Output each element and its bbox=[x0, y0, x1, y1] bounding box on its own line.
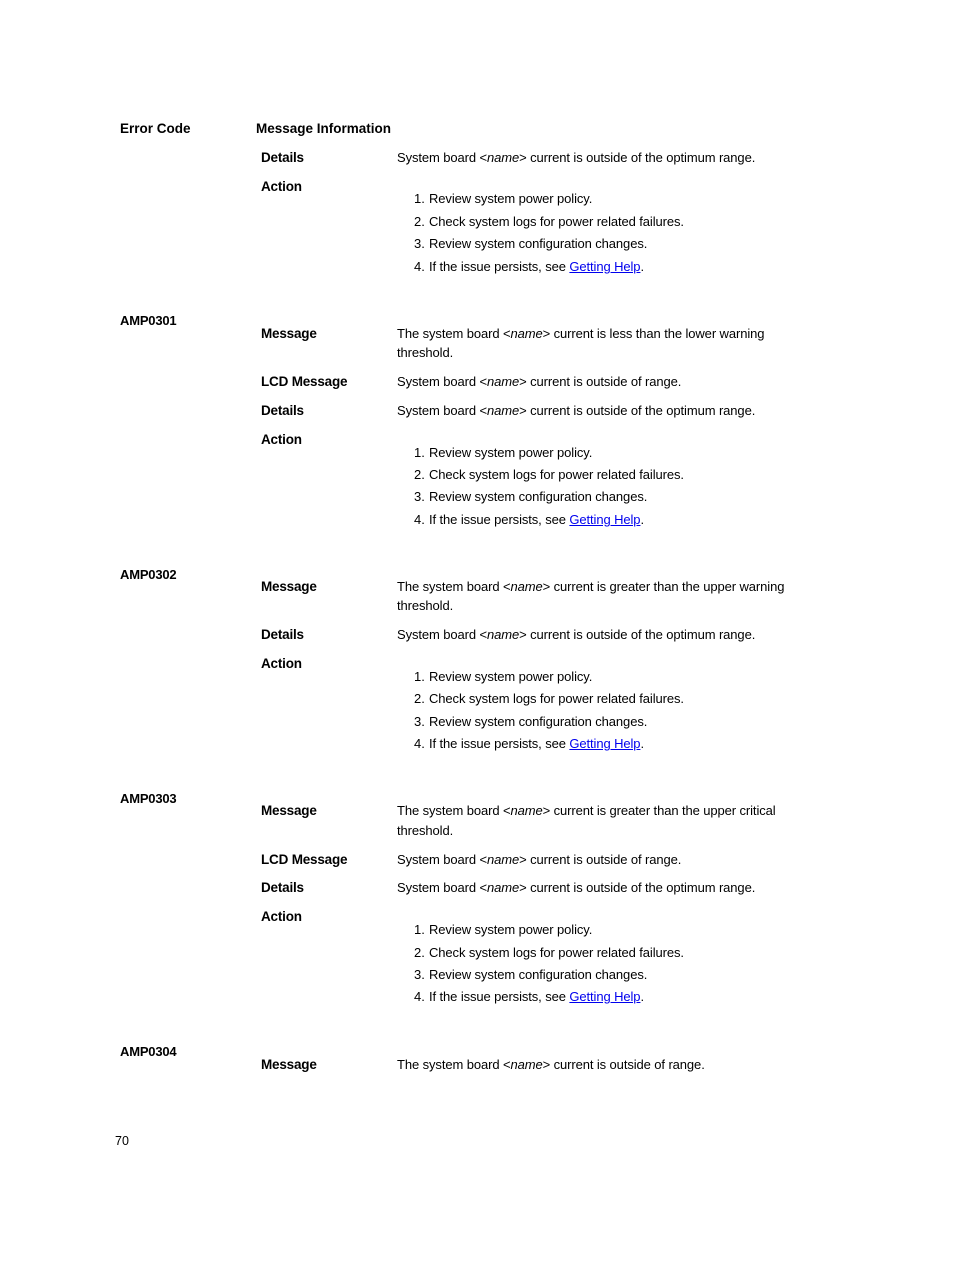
details-text: System board <name> current is outside of the optimum range. bbox=[397, 627, 756, 642]
details-label: Details bbox=[261, 403, 304, 418]
lcd-message-text: System board <name> current is outside of range. bbox=[397, 852, 682, 867]
getting-help-link[interactable]: Getting Help bbox=[569, 512, 641, 527]
step-text: Review system configuration changes. bbox=[429, 489, 648, 504]
details-label: Details bbox=[261, 880, 304, 895]
step-text: Check system logs for power related failures. bbox=[429, 467, 684, 482]
details-text: System board <name> current is outside of the optimum range. bbox=[397, 880, 756, 895]
error-code-amp0303: AMP0303 bbox=[120, 791, 177, 806]
step-number: 2. bbox=[414, 214, 425, 229]
message-text: The system board <name> current is greater than the upper critical bbox=[397, 803, 776, 818]
step-text: Review system power policy. bbox=[429, 922, 593, 937]
action-label: Action bbox=[261, 179, 302, 194]
page-number: 70 bbox=[115, 1134, 129, 1148]
step-text: Check system logs for power related failures. bbox=[429, 945, 684, 960]
step-text: Review system configuration changes. bbox=[429, 714, 648, 729]
error-code-amp0301: AMP0301 bbox=[120, 313, 177, 328]
step-text: If the issue persists, see Getting Help. bbox=[429, 736, 644, 751]
details-label: Details bbox=[261, 627, 304, 642]
step-number: 3. bbox=[414, 967, 425, 982]
details-label: Details bbox=[261, 150, 304, 165]
step-text: If the issue persists, see Getting Help. bbox=[429, 259, 644, 274]
step-text: If the issue persists, see Getting Help. bbox=[429, 989, 644, 1004]
error-code-amp0302: AMP0302 bbox=[120, 567, 177, 582]
step-number: 2. bbox=[414, 691, 425, 706]
message-information-header: Message Information bbox=[256, 121, 392, 136]
error-code-header: Error Code bbox=[120, 121, 191, 136]
details-text: System board <name> current is outside of the optimum range. bbox=[397, 403, 756, 418]
message-text: The system board <name> current is less than the lower warning bbox=[397, 326, 765, 341]
action-label: Action bbox=[261, 909, 302, 924]
step-number: 3. bbox=[414, 236, 425, 251]
step-text: Review system configuration changes. bbox=[429, 236, 648, 251]
step-text: Review system power policy. bbox=[429, 445, 593, 460]
step-number: 3. bbox=[414, 489, 425, 504]
message-label: Message bbox=[261, 803, 317, 818]
lcd-message-label: LCD Message bbox=[261, 852, 348, 867]
step-text: Check system logs for power related failures. bbox=[429, 691, 684, 706]
message-text-continued: threshold. bbox=[397, 823, 454, 838]
step-number: 2. bbox=[414, 467, 425, 482]
step-number: 4. bbox=[414, 736, 425, 751]
step-number: 2. bbox=[414, 945, 425, 960]
getting-help-link[interactable]: Getting Help bbox=[569, 736, 641, 751]
step-text: Review system configuration changes. bbox=[429, 967, 648, 982]
action-label: Action bbox=[261, 656, 302, 671]
message-label: Message bbox=[261, 326, 317, 341]
step-number: 4. bbox=[414, 989, 425, 1004]
lcd-message-label: LCD Message bbox=[261, 374, 348, 389]
step-number: 4. bbox=[414, 259, 425, 274]
step-text: Review system power policy. bbox=[429, 669, 593, 684]
message-text: The system board <name> current is greater than the upper warning bbox=[397, 579, 785, 594]
getting-help-link[interactable]: Getting Help bbox=[569, 989, 641, 1004]
getting-help-link[interactable]: Getting Help bbox=[569, 259, 641, 274]
step-number: 1. bbox=[414, 922, 425, 937]
message-text-continued: threshold. bbox=[397, 345, 454, 360]
message-text-continued: threshold. bbox=[397, 598, 454, 613]
step-number: 1. bbox=[414, 445, 425, 460]
step-number: 1. bbox=[414, 191, 425, 206]
step-number: 3. bbox=[414, 714, 425, 729]
action-label: Action bbox=[261, 432, 302, 447]
message-text: The system board <name> current is outside of range. bbox=[397, 1057, 705, 1072]
step-text: If the issue persists, see Getting Help. bbox=[429, 512, 644, 527]
step-number: 1. bbox=[414, 669, 425, 684]
step-text: Check system logs for power related failures. bbox=[429, 214, 684, 229]
message-label: Message bbox=[261, 579, 317, 594]
step-text: Review system power policy. bbox=[429, 191, 593, 206]
error-code-amp0304: AMP0304 bbox=[120, 1044, 177, 1059]
lcd-message-text: System board <name> current is outside of range. bbox=[397, 374, 682, 389]
details-text: System board <name> current is outside of the optimum range. bbox=[397, 150, 756, 165]
message-label: Message bbox=[261, 1057, 317, 1072]
step-number: 4. bbox=[414, 512, 425, 527]
